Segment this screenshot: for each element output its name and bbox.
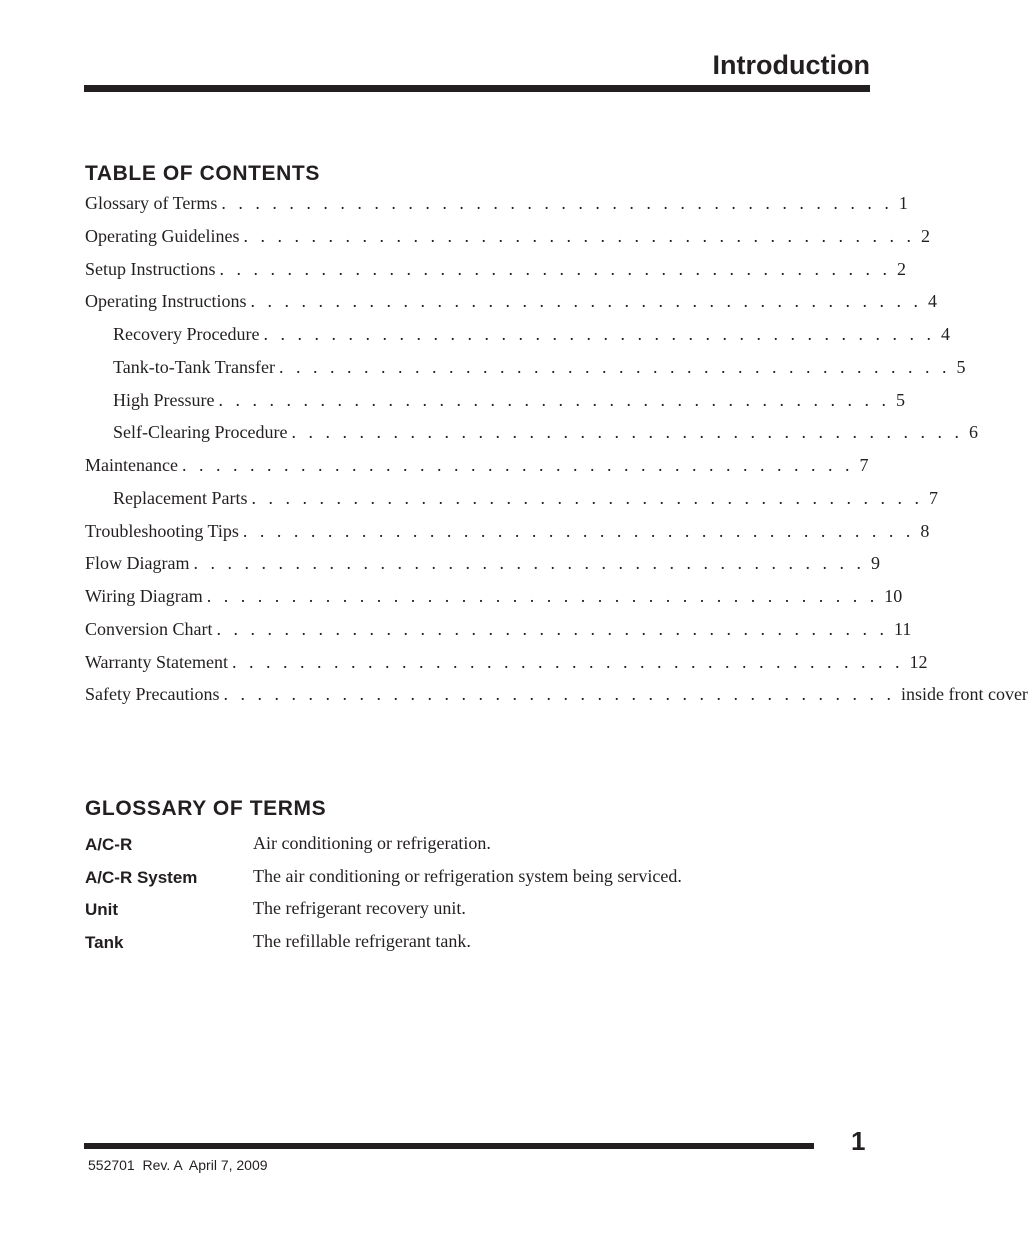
toc-leader: . . . . . . . . . . . . . . . . . . . . . . . . . . . . . . . . . . . . . . . . — [232, 652, 904, 672]
toc-entry[interactable] — [85, 291, 937, 317]
toc-entry[interactable] — [85, 455, 869, 481]
toc-leader: . . . . . . . . . . . . . . . . . . . . . . . . . . . . . . . . . . . . . . . . — [219, 259, 891, 279]
toc-entry-page: 4 — [927, 291, 937, 311]
toc-entry-label: Replacement Parts — [113, 488, 248, 508]
toc-entry-label: Operating Instructions — [85, 291, 247, 311]
toc-leader: . . . . . . . . . . . . . . . . . . . . . . . . . . . . . . . . . . . . . . . . — [221, 193, 893, 213]
toc-entry-label: Flow Diagram — [85, 553, 190, 573]
toc-entry[interactable] — [85, 259, 906, 285]
toc-leader: . . . . . . . . . . . . . . . . . . . . . . . . . . . . . . . . . . . . . . . . — [223, 684, 895, 704]
toc-entry-page: 7 — [928, 488, 938, 508]
toc-entry[interactable] — [85, 193, 908, 219]
toc-leader: . . . . . . . . . . . . . . . . . . . . . . . . . . . . . . . . . . . . . . . . — [291, 422, 963, 442]
page-number: 1 — [851, 1126, 866, 1156]
glossary-term: A/C-R — [85, 835, 133, 854]
glossary-item — [85, 833, 885, 859]
toc-entry[interactable] — [85, 619, 912, 645]
document-revision: 552701 Rev. A April 7, 2009 — [88, 1157, 268, 1173]
toc-leader: . . . . . . . . . . . . . . . . . . . . . . . . . . . . . . . . . . . . . . . . — [206, 586, 879, 606]
toc-entry-page: 5 — [896, 390, 905, 410]
toc-subentry[interactable] — [113, 357, 966, 383]
toc-entry-page: 9 — [870, 553, 880, 573]
toc-entry-page: 6 — [968, 422, 978, 442]
toc-leader: . . . . . . . . . . . . . . . . . . . . . . . . . . . . . . . . . . . . . . . . — [250, 291, 922, 311]
page-title: Introduction — [712, 50, 870, 80]
toc-entry[interactable] — [85, 226, 930, 252]
toc-entry-page: 10 — [884, 586, 903, 606]
toc-subentry[interactable] — [113, 422, 978, 448]
glossary-heading: GLOSSARY OF TERMS — [85, 797, 327, 820]
toc-entry-label: Tank-to-Tank Transfer — [113, 357, 275, 377]
glossary-term: A/C-R System — [85, 868, 198, 887]
toc-entry[interactable] — [85, 652, 928, 678]
toc-entry-page: 12 — [909, 652, 928, 672]
toc-entry-page: 11 — [894, 619, 912, 639]
glossary-item — [85, 931, 885, 957]
toc-leader: . . . . . . . . . . . . . . . . . . . . . . . . . . . . . . . . . . . . . . . . — [216, 619, 888, 639]
toc-entry-label: Recovery Procedure — [113, 324, 260, 344]
toc-leader: . . . . . . . . . . . . . . . . . . . . . . . . . . . . . . . . . . . . . . . . — [251, 488, 923, 508]
toc-entry-label: Maintenance — [85, 455, 178, 475]
toc-entry[interactable] — [85, 684, 1028, 710]
toc-entry[interactable] — [85, 521, 930, 547]
glossary-definition: The air conditioning or refrigeration system being serviced. — [253, 866, 682, 886]
toc-entry-page: 4 — [940, 324, 950, 344]
glossary-item — [85, 898, 885, 924]
toc-entry-label: Safety Precautions — [85, 684, 220, 704]
toc-entry-page: 8 — [920, 521, 930, 541]
toc-entry-label: Operating Guidelines — [85, 226, 240, 246]
footer-rule — [84, 1143, 814, 1149]
toc-leader: . . . . . . . . . . . . . . . . . . . . . . . . . . . . . . . . . . . . . . . . — [263, 324, 935, 344]
toc-entry-label: High Pressure — [113, 390, 215, 410]
toc-subentry[interactable] — [113, 488, 938, 514]
toc-leader: . . . . . . . . . . . . . . . . . . . . . . . . . . . . . . . . . . . . . . . . — [278, 357, 951, 377]
toc-leader: . . . . . . . . . . . . . . . . . . . . . . . . . . . . . . . . . . . . . . . . — [243, 226, 915, 246]
toc-entry-label: Troubleshooting Tips — [85, 521, 239, 541]
toc-entry-page: 7 — [859, 455, 869, 475]
toc-subentry[interactable] — [113, 324, 950, 350]
glossary-definition: Air conditioning or refrigeration. — [253, 833, 491, 853]
toc-entry-page: 1 — [898, 193, 908, 213]
toc-leader: . . . . . . . . . . . . . . . . . . . . . . . . . . . . . . . . . . . . . . . . — [242, 521, 915, 541]
glossary-term: Tank — [85, 933, 124, 952]
toc-entry-label: Warranty Statement — [85, 652, 228, 672]
glossary-term: Unit — [85, 900, 119, 919]
glossary-definition: The refrigerant recovery unit. — [253, 898, 466, 918]
toc-entry-label: Conversion Chart — [85, 619, 213, 639]
toc-leader: . . . . . . . . . . . . . . . . . . . . . . . . . . . . . . . . . . . . . . . . — [181, 455, 854, 475]
toc-leader: . . . . . . . . . . . . . . . . . . . . . . . . . . . . . . . . . . . . . . . . — [193, 553, 865, 573]
header-rule — [84, 85, 870, 92]
toc-entry-page: 5 — [956, 357, 966, 377]
toc-entry-page: inside front cover — [900, 684, 1028, 704]
toc-entry-label: Wiring Diagram — [85, 586, 203, 606]
toc-entry-label: Glossary of Terms — [85, 193, 218, 213]
toc-entry-page: 2 — [920, 226, 930, 246]
glossary-definition: The refillable refrigerant tank. — [253, 931, 471, 951]
glossary-item — [85, 866, 885, 892]
toc-entry-label: Self-Clearing Procedure — [113, 422, 288, 442]
toc-subentry[interactable] — [113, 390, 905, 416]
toc-entry[interactable] — [85, 553, 880, 579]
toc-entry[interactable] — [85, 586, 903, 612]
toc-heading: TABLE OF CONTENTS — [85, 162, 320, 185]
toc-leader: . . . . . . . . . . . . . . . . . . . . . . . . . . . . . . . . . . . . . . . . — [218, 390, 890, 410]
toc-entry-page: 2 — [897, 259, 906, 279]
toc-entry-label: Setup Instructions — [85, 259, 216, 279]
